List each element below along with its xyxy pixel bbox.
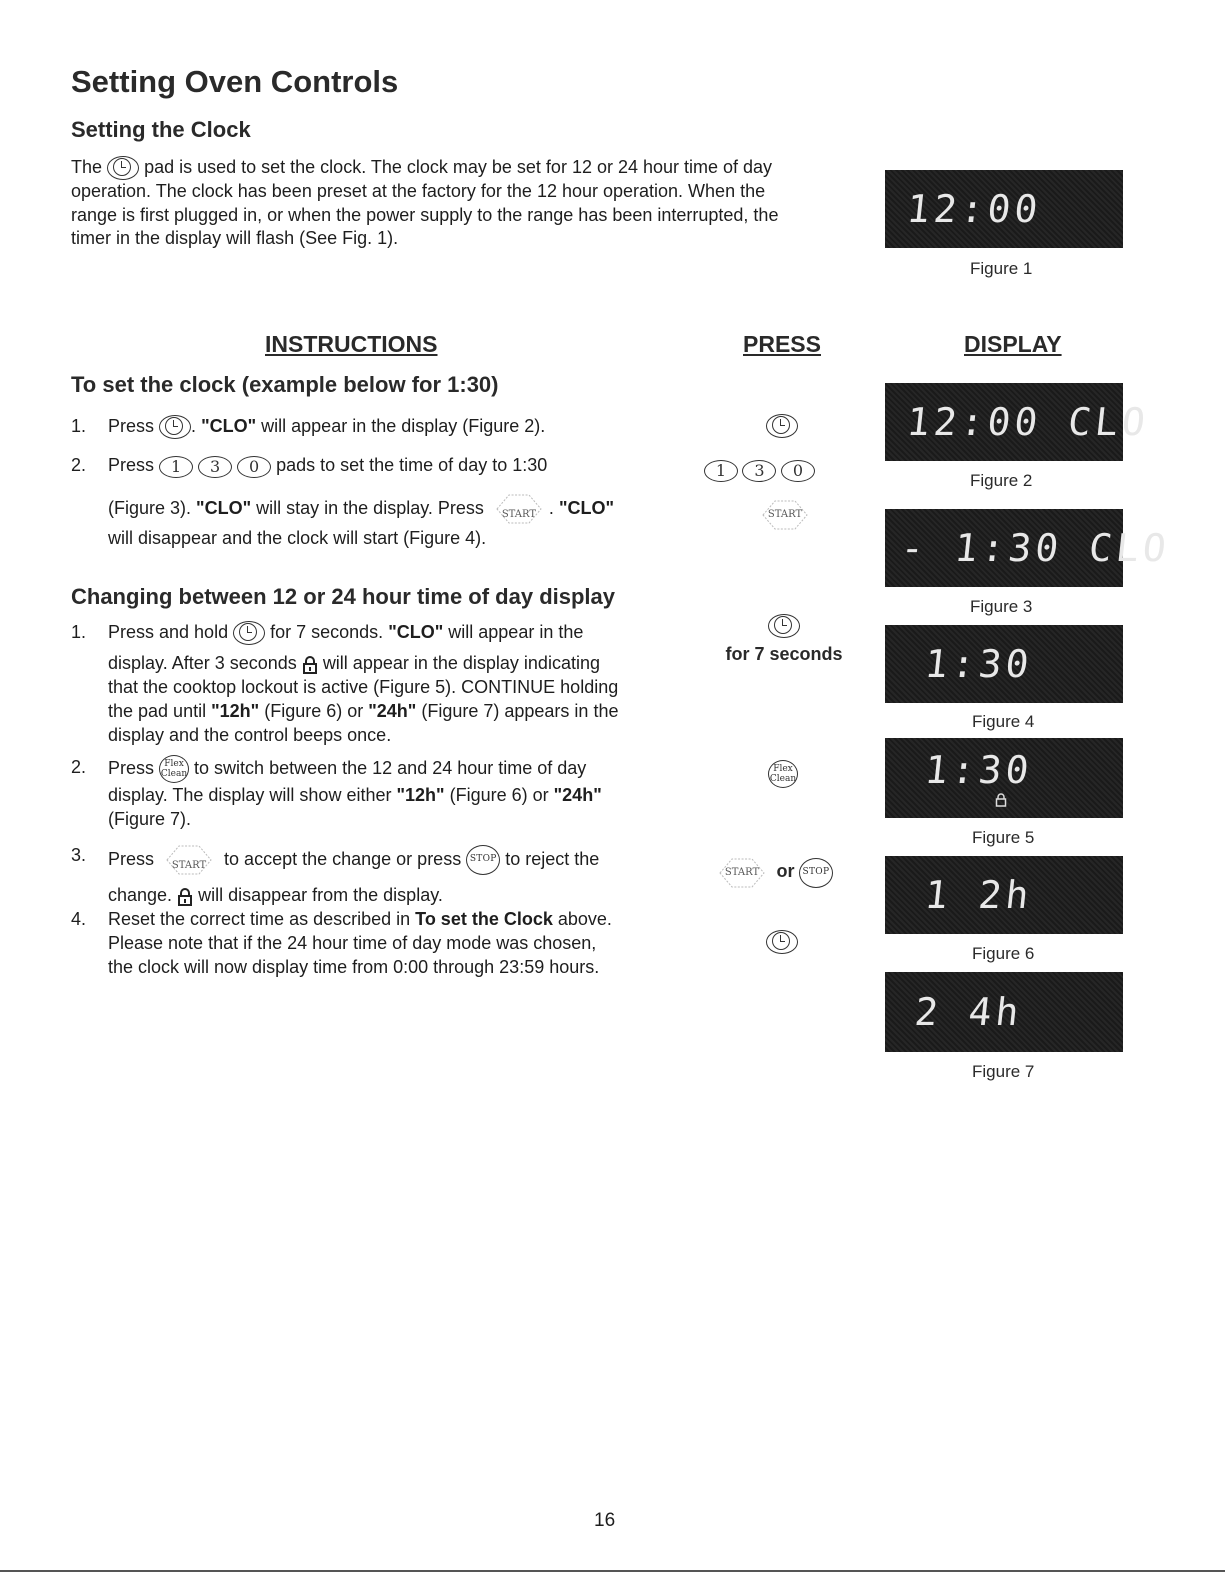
- number-3-pad-icon: 3: [198, 456, 232, 478]
- keyword: "24h": [368, 701, 417, 722]
- number-0-pad-icon: 0: [781, 460, 815, 482]
- intro-text: timer in the display will flash (See Fig. 1).: [71, 228, 399, 249]
- step-text: Reset the correct time as described in: [108, 909, 411, 930]
- step-text: display. After 3 seconds: [108, 653, 297, 674]
- intro-text: The: [71, 157, 103, 177]
- step-item: [71, 620, 681, 747]
- step-number: 2.: [71, 757, 87, 778]
- step-text: to accept the change or press: [224, 849, 462, 869]
- press-hold: [718, 614, 850, 665]
- figure-caption: Figure 4: [972, 712, 1035, 731]
- keyword: "CLO": [201, 416, 257, 436]
- step-text: .: [191, 416, 197, 436]
- step-number: 1.: [71, 416, 87, 436]
- start-pad-label: START: [767, 509, 803, 520]
- flex-clean-pad-icon: [159, 755, 189, 783]
- step-text: (Figure 6) or: [449, 785, 549, 806]
- step-number: 1.: [71, 622, 87, 642]
- step-text: Press and hold: [108, 622, 229, 642]
- steps-list: [71, 414, 681, 550]
- step-text: Please note that if the 24 hour time of day mode was chosen,: [108, 933, 597, 954]
- step-text: will appear in the display indicating: [322, 653, 600, 674]
- step-text: will appear in the: [448, 622, 584, 642]
- keyword: "CLO": [388, 622, 444, 642]
- keyword: "24h": [553, 785, 602, 806]
- step-text: to reject the: [505, 849, 600, 869]
- start-pad-label: START: [724, 867, 760, 878]
- step-text: will stay in the display. Press: [256, 497, 484, 518]
- lcd-readout: - 1:30 CLO: [898, 526, 1173, 570]
- start-pad-icon: [712, 856, 772, 890]
- step-item: [71, 755, 681, 831]
- lcd-readout: 1 2h: [922, 873, 1035, 917]
- step-item: [71, 843, 681, 907]
- keyword: "12h": [211, 701, 260, 722]
- clock-pad-icon: [159, 415, 191, 439]
- press-130: [704, 460, 815, 482]
- step-item: [71, 907, 681, 979]
- press-flex: [768, 760, 798, 788]
- or-label: or: [776, 861, 795, 882]
- figure-caption: Figure 5: [972, 828, 1035, 847]
- lock-icon: [995, 793, 1007, 812]
- step-text: for 7 seconds.: [270, 622, 384, 642]
- lcd-display-figure-2: [885, 383, 1152, 461]
- clock-pad-icon: [768, 614, 800, 638]
- press-clock: [766, 414, 798, 438]
- step-text: pads to set the time of day to 1:30: [276, 455, 548, 476]
- step-item: [71, 453, 681, 549]
- lcd-display-figure-4: [885, 625, 1123, 703]
- flex-label: Flex: [773, 764, 793, 774]
- step-text: the clock will now display time from 0:00 through 23:59 hours.: [108, 957, 600, 978]
- clock-pad-icon: [766, 414, 798, 438]
- lcd-readout: 12:00: [904, 187, 1044, 231]
- display-heading: DISPLAY: [964, 331, 1062, 357]
- lcd-display-figure-5: [885, 738, 1123, 818]
- keyword: "CLO": [558, 497, 615, 518]
- step-text: (Figure 7) appears in the: [421, 701, 619, 722]
- stop-pad-icon: STOP: [466, 845, 500, 875]
- step-text: that the cooktop lockout is active (Figure 5). CONTINUE holding: [108, 677, 619, 698]
- step-text: Press: [108, 758, 155, 778]
- intro-text: pad is used to set the clock. The clock may be set for 12 or 24 hour time of day: [144, 157, 773, 177]
- keyword: "12h": [396, 785, 445, 806]
- figure-caption: Figure 3: [970, 597, 1033, 616]
- number-3-pad-icon: 3: [742, 460, 776, 482]
- clock-pad-icon: [766, 930, 798, 954]
- section-heading: To set the clock (example below for 1:30): [71, 372, 499, 397]
- step-text: will appear in the display (Figure 2).: [261, 416, 546, 436]
- step-text: display and the control beeps once.: [108, 725, 392, 746]
- keyword: "CLO": [196, 497, 252, 518]
- lock-icon: [302, 656, 318, 674]
- clean-label: Clean: [160, 769, 188, 780]
- start-pad-icon: [159, 843, 219, 877]
- start-pad-label: START: [501, 508, 537, 520]
- step-text: above.: [557, 909, 612, 930]
- step-text: display. The display will show either: [108, 785, 392, 806]
- step-text: .: [548, 497, 554, 518]
- clock-pad-icon: [233, 621, 265, 645]
- lcd-readout: 1:30: [922, 642, 1035, 686]
- step-text: (Figure 3).: [108, 497, 192, 518]
- step-text: the pad until: [108, 701, 207, 722]
- lock-icon: [177, 888, 193, 906]
- press-clock: [766, 930, 798, 954]
- number-1-pad-icon: 1: [704, 460, 738, 482]
- lcd-readout: 1:30: [922, 748, 1035, 792]
- clean-label: Clean: [769, 774, 797, 784]
- section-heading: Changing between 12 or 24 hour time of day display: [71, 584, 615, 609]
- lcd-display-figure-1: [885, 170, 1123, 248]
- keyword: To set the Clock: [415, 909, 553, 930]
- figure-caption: Figure 1: [970, 259, 1033, 278]
- number-1-pad-icon: 1: [159, 456, 193, 478]
- step-text: to switch between the 12 and 24 hour time of day: [194, 758, 587, 778]
- intro-text: range is first plugged in, or when the power supply to the range has been interrupted, the: [71, 204, 779, 225]
- press-start-or-stop: [712, 856, 833, 890]
- bottom-divider: [0, 1570, 1225, 1572]
- flex-label: Flex: [164, 759, 184, 770]
- page-number: 16: [594, 1510, 616, 1531]
- figure-caption: Figure 7: [972, 1062, 1035, 1081]
- page-title: Setting Oven Controls: [71, 64, 399, 99]
- lcd-readout: 12:00 CLO: [904, 400, 1152, 444]
- step-item: [71, 414, 681, 439]
- intro-text: operation. The clock has been preset at the factory for the 12 hour operation. When the: [71, 181, 766, 202]
- stop-pad-icon: STOP: [799, 858, 833, 888]
- intro-paragraph: [71, 156, 871, 251]
- start-pad-icon: [489, 492, 549, 526]
- instructions-heading: INSTRUCTIONS: [265, 331, 438, 357]
- step-number: 2.: [71, 455, 87, 476]
- lcd-readout: 2 4h: [912, 990, 1025, 1034]
- step-number: 3.: [71, 845, 87, 866]
- lcd-display-figure-3: [885, 509, 1173, 587]
- figure-caption: Figure 6: [972, 944, 1035, 963]
- step-text: Press: [108, 455, 155, 476]
- step-text: (Figure 7).: [108, 809, 192, 830]
- clock-pad-icon: [107, 156, 139, 180]
- section-subtitle: Setting the Clock: [71, 117, 251, 142]
- press-start: [755, 498, 815, 532]
- lcd-display-figure-7: [885, 972, 1123, 1052]
- step-text: will disappear and the clock will start (Figure 4).: [108, 527, 487, 548]
- step-text: will disappear from the display.: [198, 885, 443, 906]
- step-number: 4.: [71, 909, 87, 930]
- lcd-display-figure-6: [885, 856, 1123, 934]
- step-text: Press: [108, 416, 155, 436]
- press-duration: for 7 seconds: [725, 644, 843, 664]
- step-text: change.: [108, 885, 173, 906]
- start-pad-icon: [755, 498, 815, 532]
- steps-list: [71, 620, 681, 979]
- flex-clean-pad-icon: [768, 760, 798, 788]
- step-text: Press: [108, 849, 155, 869]
- press-heading: PRESS: [743, 331, 821, 357]
- number-0-pad-icon: 0: [237, 456, 271, 478]
- figure-caption: Figure 2: [970, 471, 1033, 490]
- start-pad-label: START: [171, 860, 207, 872]
- step-text: (Figure 6) or: [264, 701, 364, 722]
